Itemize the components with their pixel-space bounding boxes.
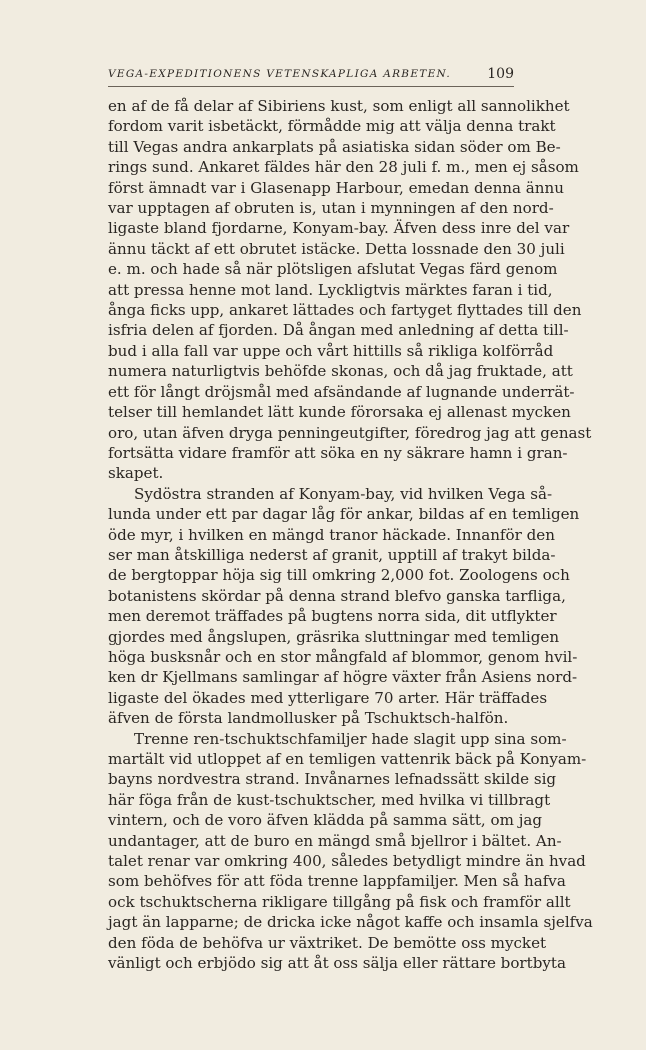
- text-line: äfven de första landmollusker på Tschuktsch-halfön.: [108, 709, 509, 728]
- text-line: ligaste bland fjordarne, Konyam-bay. Äfven dess inre del var: [108, 219, 570, 238]
- text-line: talet renar var omkring 400, således betydligt mindre än hvad: [108, 852, 586, 871]
- text-line: ock tschuktscherna rikligare tillgång på fisk och framför allt: [108, 892, 571, 911]
- text-line: vänligt och erbjödo sig att åt oss sälja eller rättare bortbyta: [108, 954, 566, 973]
- text-line: fortsätta vidare framför att söka en ny säkrare hamn i gran-: [108, 443, 568, 462]
- text-line: Trenne ren-tschuktschfamiljer hade slagit upp sina som-: [134, 729, 567, 748]
- text-line: isfria delen af fjorden. Då ångan med anledning af detta till-: [108, 321, 569, 340]
- text-line: oro, utan äfven dryga penningeutgifter, föredrog jag att genast: [108, 423, 592, 442]
- body-text: [108, 96, 593, 973]
- text-line: här föga från de kust-tschuktscher, med hvilka vi tillbragt: [108, 790, 551, 809]
- page-number: 109: [487, 66, 514, 82]
- text-line: ken dr Kjellmans samlingar af högre växter från Asiens nord-: [108, 668, 578, 687]
- text-line: undantager, att de buro en mängd små bjellror i bältet. An-: [108, 831, 562, 850]
- text-line: ånga ficks upp, ankaret lättades och fartyget flyttades till den: [108, 301, 582, 320]
- page-header: [108, 66, 514, 82]
- text-line: de bergtoppar höja sig till omkring 2,000 fot. Zoologens och: [108, 566, 570, 585]
- text-line: botanistens skördar på denna strand blefvo ganska tarfliga,: [108, 586, 566, 605]
- text-line: jagt än lapparne; de dricka icke något kaffe och insamla sjelfva: [108, 913, 593, 932]
- text-line: ett för långt dröjsmål med afsändande af lugnande underrät-: [108, 382, 575, 401]
- text-line: men deremot träffades på bugtens norra sida, dit utflykter: [108, 607, 557, 626]
- text-line: ligaste del ökades med ytterligare 70 arter. Här träffades: [108, 688, 548, 707]
- text-line: den föda de behöfva ur växtriket. De bemötte oss mycket: [108, 933, 547, 952]
- text-line: höga busksnår och en stor mångfald af blommor, genom hvil-: [108, 647, 578, 666]
- text-line: ännu täckt af ett obrutet istäcke. Detta lossnade den 30 juli: [108, 239, 565, 258]
- text-line: bayns nordvestra strand. Invånarnes lefnadssätt skilde sig: [108, 770, 557, 789]
- text-line: e. m. och hade så när plötsligen afslutat Vegas färd genom: [108, 260, 558, 279]
- running-title: VEGA-EXPEDITIONENS VETENSKAPLIGA ARBETEN.: [108, 68, 452, 80]
- header-rule: [108, 86, 514, 87]
- text-line: öde myr, i hvilken en mängd tranor häckade. Innanför den: [108, 525, 555, 544]
- text-line: skapet.: [108, 464, 164, 483]
- text-line: först ämnadt var i Glasenapp Harbour, emedan denna ännu: [108, 178, 564, 197]
- text-line: att pressa henne mot land. Lyckligtvis märktes faran i tid,: [108, 280, 553, 299]
- text-line: bud i alla fall var uppe och vårt hittills så rikliga kolförråd: [108, 341, 554, 360]
- text-line: lunda under ett par dagar låg för ankar, bildas af en temligen: [108, 505, 580, 524]
- text-line: gjordes med ångslupen, gräsrika sluttningar med temligen: [108, 627, 560, 646]
- text-line: som behöfves för att föda trenne lappfamiljer. Men så hafva: [108, 872, 566, 891]
- text-line: en af de få delar af Sibiriens kust, som enligt all sannolikhet: [108, 97, 570, 115]
- text-line: Sydöstra stranden af Konyam-bay, vid hvilken Vega så-: [134, 484, 553, 503]
- text-line: ser man åtskilliga nederst af granit, upptill af trakyt bilda-: [108, 545, 556, 564]
- text-line: var upptagen af obruten is, utan i mynningen af den nord-: [108, 199, 554, 218]
- text-line: martält vid utloppet af en temligen vattenrik bäck på Konyam-: [108, 750, 587, 768]
- text-line: fordom varit isbetäckt, förmådde mig att välja denna trakt: [108, 117, 556, 136]
- text-line: numera naturligtvis behöfde skonas, och då jag fruktade, att: [108, 362, 573, 381]
- text-line: rings sund. Ankaret fäldes här den 28 juli f. m., men ej såsom: [108, 158, 579, 177]
- text-line: vintern, och de voro äfven klädda på samma sätt, om jag: [108, 811, 543, 830]
- text-line: telser till hemlandet lätt kunde förorsaka ej allenast mycken: [108, 403, 571, 422]
- text-line: till Vegas andra ankarplats på asiatiska sidan söder om Be-: [108, 137, 561, 156]
